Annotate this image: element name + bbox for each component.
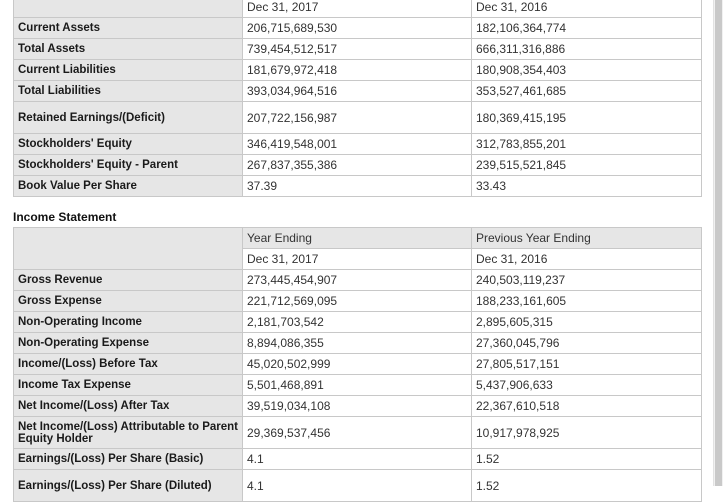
income-statement-date-previous: Dec 31, 2016 [472,249,702,270]
balance-sheet-row-value-previous: 182,106,364,774 [472,18,702,39]
income-statement-row-label: Earnings/(Loss) Per Share (Diluted) [14,470,243,502]
balance-sheet-row-value-current: 346,419,548,001 [243,134,472,155]
income-statement-row [14,312,702,333]
balance-sheet-row-label: Stockholders' Equity - Parent [14,155,243,176]
income-statement-row-value-previous: 188,233,161,605 [472,291,702,312]
income-statement-row-value-current: 5,501,468,891 [243,375,472,396]
income-statement-row-label: Earnings/(Loss) Per Share (Basic) [14,449,243,470]
balance-sheet-row-label: Current Assets [14,18,243,39]
income-statement-row-label: Income Tax Expense [14,375,243,396]
income-statement-row-value-previous: 10,917,978,925 [472,417,702,449]
income-statement-row-label: Gross Revenue [14,270,243,291]
income-statement-row-value-previous: 1.52 [472,449,702,470]
balance-sheet-row-value-previous: 312,783,855,201 [472,134,702,155]
income-statement-row-value-previous: 2,895,605,315 [472,312,702,333]
balance-sheet-row-value-current: 739,454,512,517 [243,39,472,60]
balance-sheet-row-label: Retained Earnings/(Deficit) [14,102,243,134]
balance-sheet-row-value-current: 267,837,355,386 [243,155,472,176]
income-statement-row-label: Net Income/(Loss) After Tax [14,396,243,417]
income-statement-row-value-previous: 27,360,045,796 [472,333,702,354]
balance-sheet-row-value-previous: 180,908,354,403 [472,60,702,81]
balance-sheet-row [14,39,702,60]
balance-sheet-row-label: Stockholders' Equity [14,134,243,155]
balance-sheet-date-row [14,0,702,18]
balance-sheet-row-value-previous: 666,311,316,886 [472,39,702,60]
income-statement-row-value-current: 221,712,569,095 [243,291,472,312]
income-statement-row-value-current: 45,020,502,999 [243,354,472,375]
balance-sheet-row-label: Current Liabilities [14,60,243,81]
balance-sheet-row-value-current: 393,034,964,516 [243,81,472,102]
income-statement-row [14,354,702,375]
income-statement-row-label: Net Income/(Loss) Attributable to Parent Equity Holder [14,417,243,449]
income-statement-header-previous: Previous Year Ending [472,228,702,249]
balance-sheet-row-value-current: 206,715,689,530 [243,18,472,39]
balance-sheet-row [14,81,702,102]
scrollbar-thumb[interactable] [715,0,722,486]
income-statement-row [14,375,702,396]
income-statement-corner-cell [14,228,243,270]
balance-sheet-date-previous: Dec 31, 2016 [472,0,702,18]
balance-sheet-row [14,176,702,197]
income-statement-row-value-current: 4.1 [243,470,472,502]
income-statement-row-value-previous: 27,805,517,151 [472,354,702,375]
income-statement-row-value-previous: 5,437,906,633 [472,375,702,396]
income-statement-row-value-current: 29,369,537,456 [243,417,472,449]
balance-sheet-table [13,0,702,197]
income-statement-date-current: Dec 31, 2017 [243,249,472,270]
balance-sheet-row-value-previous: 33.43 [472,176,702,197]
income-statement-row-value-previous: 22,367,610,518 [472,396,702,417]
income-statement-row-label: Income/(Loss) Before Tax [14,354,243,375]
income-statement-row [14,417,702,449]
balance-sheet-row [14,155,702,176]
page-scrollbar[interactable] [713,0,723,486]
income-statement-row [14,270,702,291]
income-statement-title: Income Statement [13,210,117,224]
balance-sheet-corner-cell [14,0,243,18]
balance-sheet-row-value-current: 37.39 [243,176,472,197]
income-statement-header-row [14,228,702,249]
income-statement-row-label: Non-Operating Income [14,312,243,333]
income-statement-row-value-previous: 240,503,119,237 [472,270,702,291]
income-statement-row-value-current: 39,519,034,108 [243,396,472,417]
balance-sheet-row-value-current: 207,722,156,987 [243,102,472,134]
income-statement-row-value-current: 273,445,454,907 [243,270,472,291]
balance-sheet-row-value-previous: 180,369,415,195 [472,102,702,134]
income-statement-row [14,449,702,470]
balance-sheet-row-value-current: 181,679,972,418 [243,60,472,81]
balance-sheet-row-value-previous: 239,515,521,845 [472,155,702,176]
balance-sheet-row-value-previous: 353,527,461,685 [472,81,702,102]
income-statement-row [14,291,702,312]
balance-sheet-row-label: Book Value Per Share [14,176,243,197]
income-statement-row [14,396,702,417]
balance-sheet-date-current: Dec 31, 2017 [243,0,472,18]
balance-sheet-row [14,60,702,81]
income-statement-row-value-current: 4.1 [243,449,472,470]
income-statement-row-value-current: 2,181,703,542 [243,312,472,333]
balance-sheet-row-label: Total Assets [14,39,243,60]
income-statement-header-current: Year Ending [243,228,472,249]
balance-sheet-row-label: Total Liabilities [14,81,243,102]
income-statement-table [13,227,702,502]
income-statement-row-value-current: 8,894,086,355 [243,333,472,354]
income-statement-row-label: Non-Operating Expense [14,333,243,354]
income-statement-row-value-previous: 1.52 [472,470,702,502]
income-statement-row-label: Gross Expense [14,291,243,312]
income-statement-row [14,333,702,354]
balance-sheet-row [14,102,702,134]
balance-sheet-row [14,18,702,39]
balance-sheet-row [14,134,702,155]
